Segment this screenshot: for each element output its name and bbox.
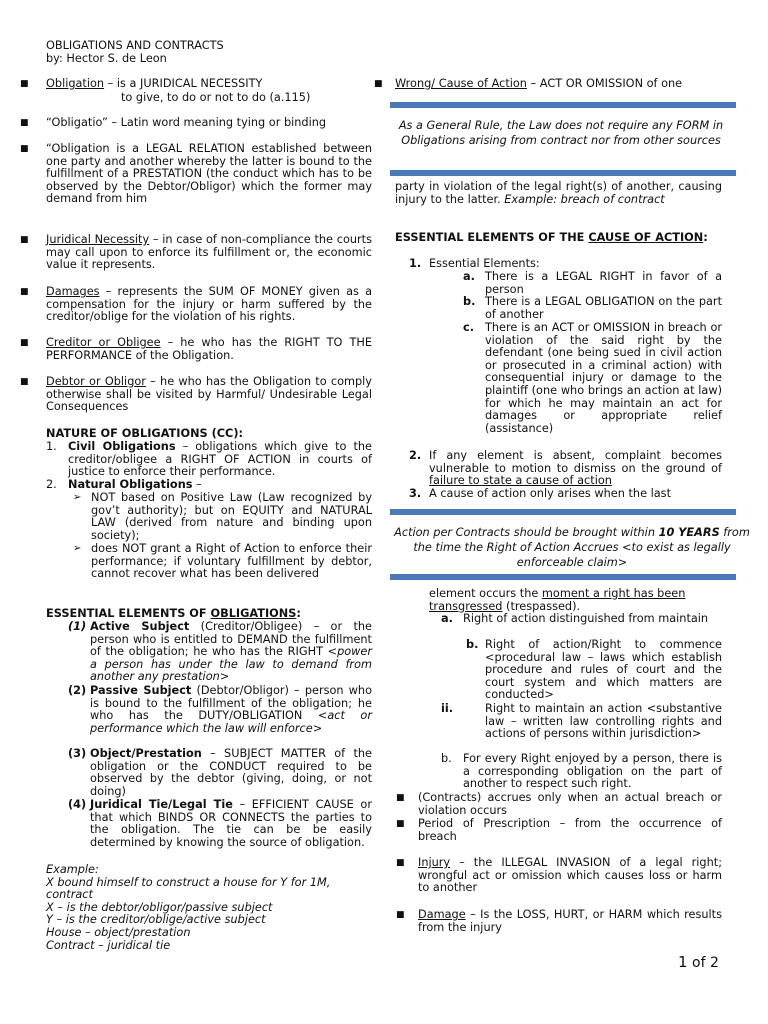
nature-heading: NATURE OF OBLIGATIONS (CC): [46,427,244,440]
juridical-necessity-definition: Juridical Necessity – in case of non-compliance the courts may call upon to enforce its fulfillment or, the economic value it represents. [46,233,372,272]
dist-letter: a. [441,612,453,625]
arrow-bullet-icon: ➢ [73,543,82,554]
dist-letter: b. [441,752,452,765]
coa-heading: ESSENTIAL ELEMENTS OF THE CAUSE OF ACTION: [395,231,708,244]
obligatio-definition: “Obligatio” – Latin word meaning tying or binding [46,116,327,129]
natural-num: 2. [46,478,57,491]
dist-letter: ii. [441,702,454,715]
bullet-icon: ■ [396,793,405,803]
element-num: (2) [68,684,87,697]
bullet-icon: ■ [396,858,405,868]
coa-num: 3. [409,487,422,500]
natural-obligations: Natural Obligations – [68,478,202,491]
coa-sub-letter: b. [463,295,476,308]
coa-num: 1. [409,257,422,270]
damages-definition: Damages – represents the SUM OF MONEY given as a compensation for the injury or harm suffered by the creditor/oblige for the violation of his rights. [46,285,372,324]
term-obligation: Obligation [46,77,105,90]
element-active-subject: Active Subject (Creditor/Obligee) – or the person who is entitled to DEMAND the fulfillment of the obligation; he who has the RIGHT <power a person has under the law to demand from another any prestation> [90,620,372,684]
bullet-icon: ■ [20,235,29,245]
right-to-maintain: Right to maintain an action <substantive law – written law controlling rights and actions of persons within jurisdiction> [485,702,722,741]
divider-bar [390,574,736,580]
dist-letter: b. [466,638,479,651]
bullet-icon: ■ [20,377,29,387]
coa-legal-right: There is a LEGAL RIGHT in favor of a person [485,270,722,296]
bullet-icon: ■ [20,287,29,297]
element-num: (1) [68,620,87,633]
bullet-icon: ■ [20,118,29,128]
coa-act-omission: There is an ACT or OMISSION in breach or violation of the said right by the defendant (one being sued in civil action or prosecuted in a criminal action) with consequential injury or damage to the plaintiff (one who brings an action at law) for which he may maintain an act for damages or appropriate relief (assistance) [485,321,722,435]
element-occurs-text: element occurs the moment a right has been transgressed (trespassed). [429,587,686,613]
coa-essential-elements: Essential Elements: [429,257,540,270]
party-violation-text: party in violation of the legal right(s) of another, causing injury to the latter. Example: breach of contract [395,180,722,206]
coa-last-element: A cause of action only arises when the last [429,487,671,500]
damage-definition: Damage – Is the LOSS, HURT, or HARM which results from the injury [418,908,722,934]
obligation-definition: Obligation – is a JURIDICAL NECESSITY [46,77,263,90]
example-block: Example: X bound himself to construct a house for Y for 1M, contract X – is the debtor/obligor/passive subject Y – is the creditor/oblige/active subject House – object/prestation Contract – juridical tie [46,863,331,952]
period-prescription: Period of Prescription – from the occurrence of breach [418,817,722,843]
document-title: OBLIGATIONS AND CONTRACTS [46,39,224,52]
elements-heading: ESSENTIAL ELEMENTS OF OBLIGATIONS: [46,607,301,620]
bullet-icon: ■ [20,338,29,348]
element-num: (4) [68,798,87,811]
civil-obligations: Civil Obligations – obligations which give to the creditor/obligee a RIGHT OF ACTION in courts of justice to enforce their performance. [68,440,372,479]
bullet-icon: ■ [20,79,29,89]
divider-bar [390,170,736,176]
legal-relation-definition: “Obligation is a LEGAL RELATION established between one party and another whereby the latter is bound to the fulfillment of a PRESTATION (the conduct which has to be observed by the Debtor/Obligor) which the former may demand from him [46,142,372,206]
injury-definition: Injury – the ILLEGAL INVASION of a legal right; wrongful act or omission which causes loss or harm to another [418,856,722,895]
element-num: (3) [68,747,87,760]
coa-sub-letter: a. [463,270,475,283]
divider-bar [390,509,736,515]
contracts-accrue: (Contracts) accrues only when an actual breach or violation occurs [418,791,722,817]
arrow-bullet-icon: ➢ [73,492,82,503]
bullet-icon: ■ [396,910,405,920]
element-object-prestation: Object/Prestation – SUBJECT MATTER of the obligation or the CONDUCT required to be observed by the debtor (giving, doing, or not doing) [90,747,372,798]
coa-legal-obligation: There is a LEGAL OBLIGATION on the part of another [485,295,722,321]
coa-num: 2. [409,449,422,462]
natural-point: NOT based on Positive Law (Law recognized by gov’t authority); but on EQUITY and NATURAL LAW (derived from nature and binding upon society); [91,491,372,542]
element-passive-subject: Passive Subject (Debtor/Obligor) – person who is bound to the fulfillment of the obligation; he who has the DUTY/OBLIGATION <act or performance which the law will enforce> [90,684,372,735]
every-right-obligation: For every Right enjoyed by a person, there is a corresponding obligation on the part of another to respect such right. [463,752,722,791]
bullet-icon: ■ [20,144,29,154]
coa-sub-letter: c. [463,321,474,334]
creditor-definition: Creditor or Obligee – he who has the RIGHT TO THE PERFORMANCE of the Obligation. [46,336,372,362]
form-rule-box: As a General Rule, the Law does not require any FORM in Obligations arising from contract nor from other sources [398,119,724,147]
coa-element-absent: If any element is absent, complaint becomes vulnerable to motion to dismiss on the ground of failure to state a cause of action [429,449,722,488]
debtor-definition: Debtor or Obligor – he who has the Obligation to comply otherwise shall be visited by Harmful/ Undesirable Legal Consequences [46,375,372,414]
wrong-cause-of-action: Wrong/ Cause of Action – ACT OR OMISSION of one [395,77,683,90]
natural-point: does NOT grant a Right of Action to enforce their performance; if voluntary fulfillment by debtor, cannot recover what has been delivered [91,542,372,581]
right-action-distinguished: Right of action distinguished from maintain [463,612,709,625]
civil-num: 1. [46,440,57,453]
element-juridical-tie: Juridical Tie/Legal Tie – EFFICIENT CAUSE or that which BINDS OR CONNECTS the parties to the obligation. The tie can be be easily determined by knowing the source of obligation. [90,798,372,849]
bullet-icon: ■ [374,79,383,89]
page-number: 1 of 2 [678,953,719,971]
ten-years-box: Action per Contracts should be brought within 10 YEARS from the time the Right of Action Accrues <to exist as legally enforceable claim> [394,526,750,569]
document-author: by: Hector S. de Leon [46,52,167,65]
obligation-definition-line2: to give, to do or not to do (a.115) [121,91,311,104]
right-to-commence: Right of action/Right to commence <procedural law – laws which establish procedure and rules of court and the court system and which matters are conducted> [485,638,722,702]
bullet-icon: ■ [396,819,405,829]
divider-bar [390,102,736,108]
